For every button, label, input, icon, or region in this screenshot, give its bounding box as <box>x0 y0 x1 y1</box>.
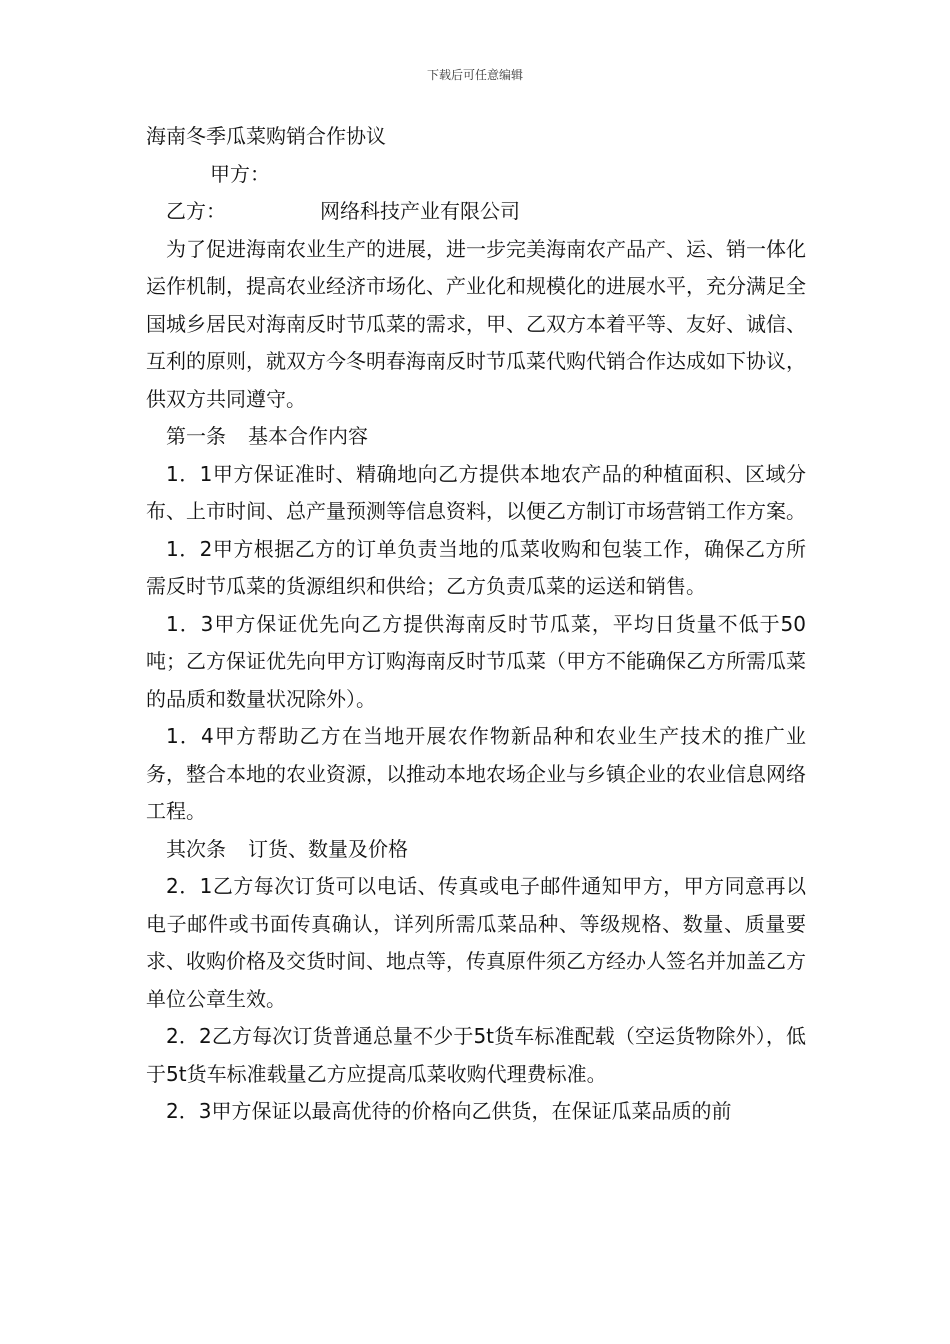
clause-1-4: 1．4甲方帮助乙方在当地开展农作物新品种和农业生产技术的推广业务，整合本地的农业资源，以推动本地农场企业与乡镇企业的农业信息网络工程。 <box>146 724 806 823</box>
article-1-number: 第一条 <box>166 424 226 448</box>
clause-1-1: 1．1甲方保证准时、精确地向乙方提供本地农产品的种植面积、区域分布、上市时间、总产量预测等信息资料，以便乙方制订市场营销工作方案。 <box>146 461 806 523</box>
article-2-title: 订货、数量及价格 <box>248 836 408 861</box>
document-title: 海南冬季瓜菜购销合作协议 <box>146 124 386 148</box>
clause-2-3: 2．3甲方保证以最高优待的价格向乙供货，在保证瓜菜品质的前 <box>166 1099 732 1123</box>
article-1-title: 基本合作内容 <box>248 424 368 448</box>
clause-2-2: 2．2乙方每次订货普通总量不少于5t货车标准配载（空运货物除外），低于5t货车标准载量乙方应提高瓜菜收购代理费标准。 <box>146 1024 806 1086</box>
article-1-heading <box>146 418 806 456</box>
clause-1-3: 1．3甲方保证优先向乙方提供海南反时节瓜菜，平均日货量不低于50吨；乙方保证优先向甲方订购海南反时节瓜菜（甲方不能确保乙方所需瓜菜的品质和数量状况除外）。 <box>146 611 806 711</box>
party-a-line: 甲方： <box>210 161 270 186</box>
party-b-line <box>146 193 806 231</box>
clause-1-2: 1．2甲方根据乙方的订单负责当地的瓜菜收购和包装工作，确保乙方所需反时节瓜菜的货源组织和供给；乙方负责瓜菜的运送和销售。 <box>146 536 806 598</box>
page-header: 下载后可任意编辑 <box>426 68 523 82</box>
intro-paragraph: 为了促进海南农业生产的进展，进一步完美海南农产品产、运、销一体化运作机制，提高农业经济市场化、产业化和规模化的进展水平，充分满足全国城乡居民对海南反时节瓜菜的需求，甲、乙双方本着平等、友好、诚信、互利的原则，就双方今冬明春海南反时节瓜菜代购代销合作达成如下协议，供双方共同遵守。 <box>146 236 806 411</box>
document-body <box>146 118 806 1131</box>
article-2-number: 其次条 <box>166 836 226 861</box>
party-b-label: 乙方： <box>166 199 226 223</box>
party-b-name: 网络科技产业有限公司 <box>320 199 520 223</box>
clause-2-1: 2．1乙方每次订货可以电话、传真或电子邮件通知甲方，甲方同意再以电子邮件或书面传真确认，详列所需瓜菜品种、等级规格、数量、质量要求、收购价格及交货时间、地点等，传真原件须乙方经办人签名并加盖乙方单位公章生效。 <box>146 874 806 1011</box>
article-2-heading <box>146 831 806 869</box>
